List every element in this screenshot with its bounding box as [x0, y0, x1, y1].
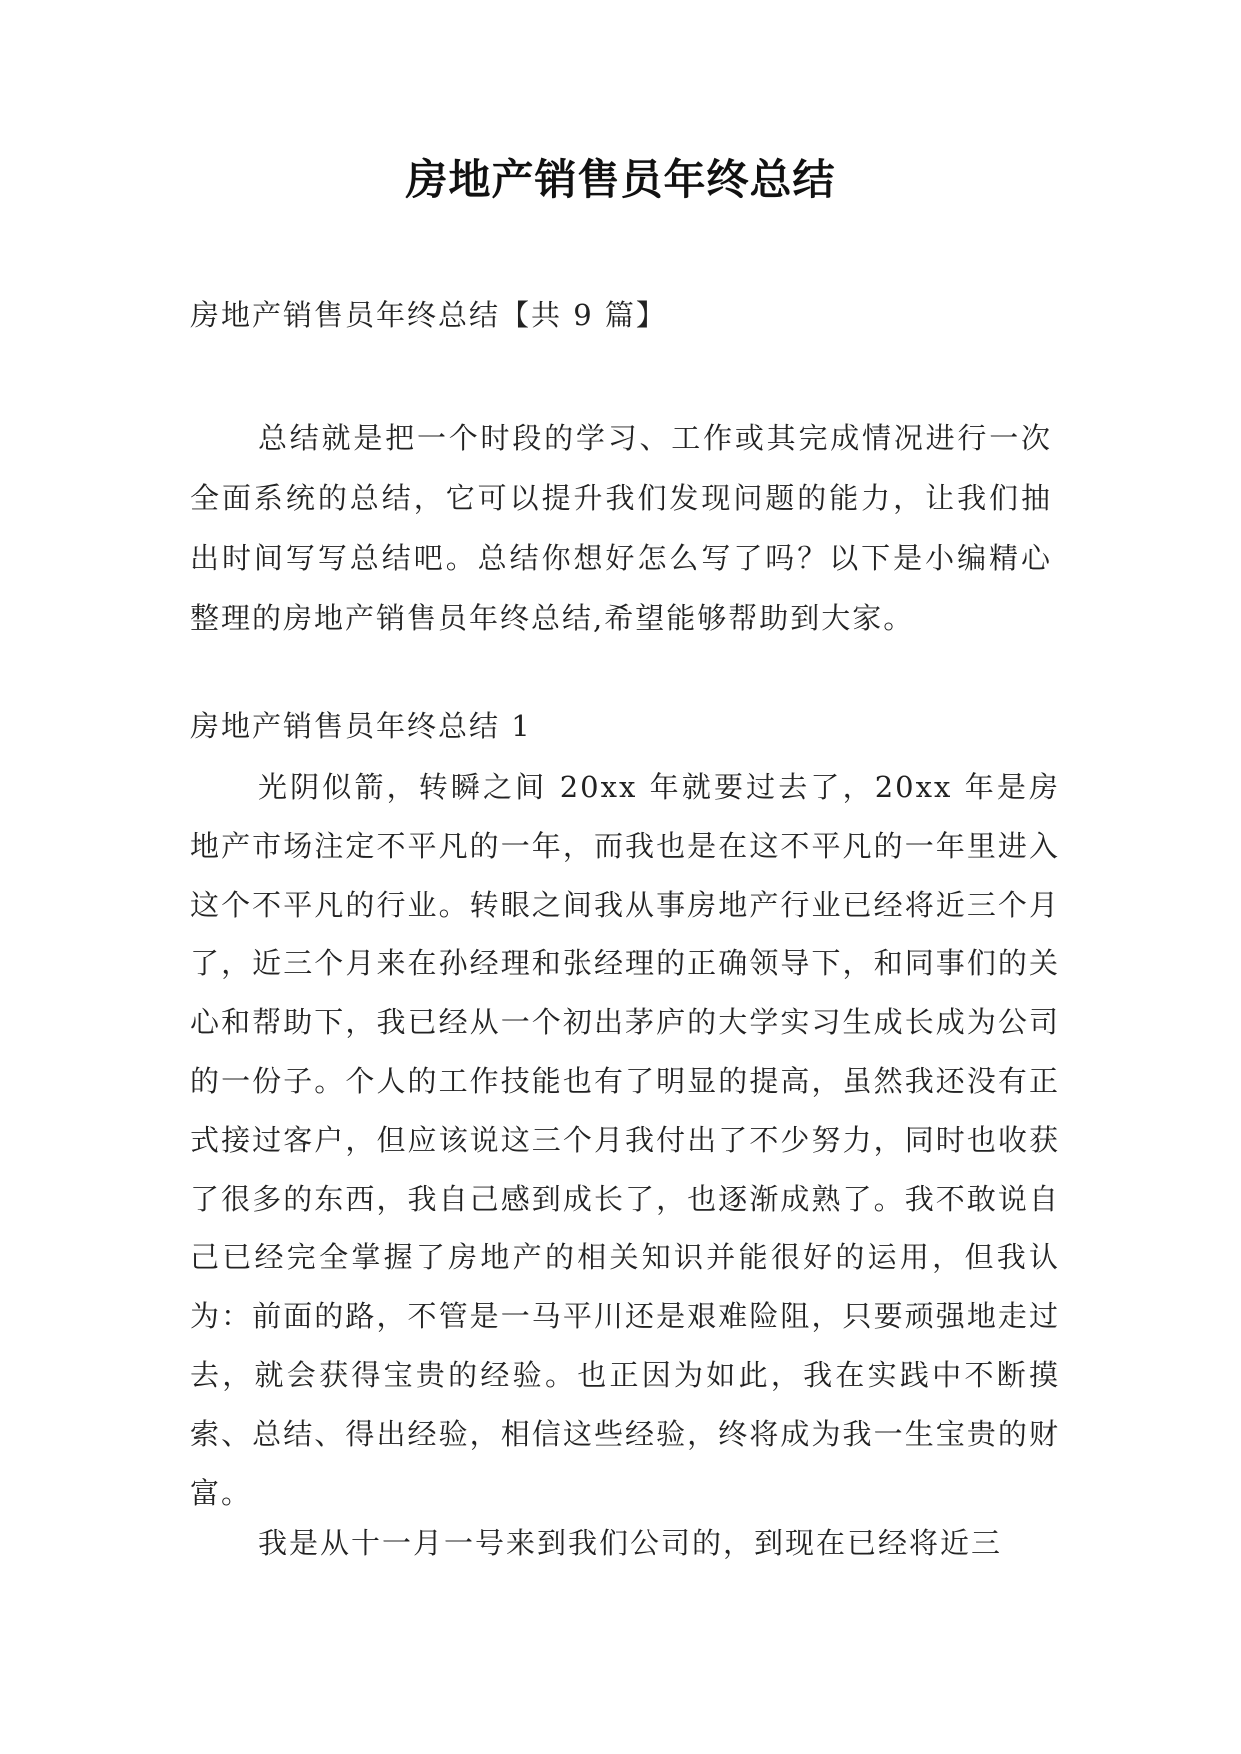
body-paragraph: 光阴似箭，转瞬之间 20xx 年就要过去了，20xx 年是房地产市场注定不平凡的一年，而我也是在这不平凡的一年里进入这个不平凡的行业。转眼之间我从事房地产行业已经将近三个月了，近三个月来在孙经理和张经理的正确领导下，和同事们的关心和帮助下，我已经从一个初出茅庐的大学实习生成长成为公司的一份子。个人的工作技能也有了明显的提高，虽然我还没有正式接过客户，但应该说这三个月我付出了不少努力，同时也收获了很多的东西，我自己感到成长了，也逐渐成熟了。我不敢说自己已经完全掌握了房地产的相关知识并能很好的运用，但我认为：前面的路，不管是一马平川还是艰难险阻，只要顽强地走过去，就会获得宝贵的经验。也正因为如此，我在实践中不断摸索、总结、得出经验，相信这些经验，终将成为我一生宝贵的财富。 — [190, 770, 1060, 1510]
body-paragraph: 我是从十一月一号来到我们公司的，到现在已经将近三 — [258, 1526, 1003, 1560]
document-title: 房地产销售员年终总结 — [405, 155, 836, 204]
intro-paragraph: 总结就是把一个时段的学习、工作或其完成情况进行一次全面系统的总结，它可以提升我们发现问题的能力，让我们抽出时间写写总结吧。总结你想好怎么写了吗？以下是小编精心整理的房地产销售员年终总结,希望能够帮助到大家。 — [190, 421, 1052, 635]
document-subtitle: 房地产销售员年终总结【共 9 篇】 — [190, 298, 667, 332]
section-heading: 房地产销售员年终总结 1 — [190, 709, 532, 743]
